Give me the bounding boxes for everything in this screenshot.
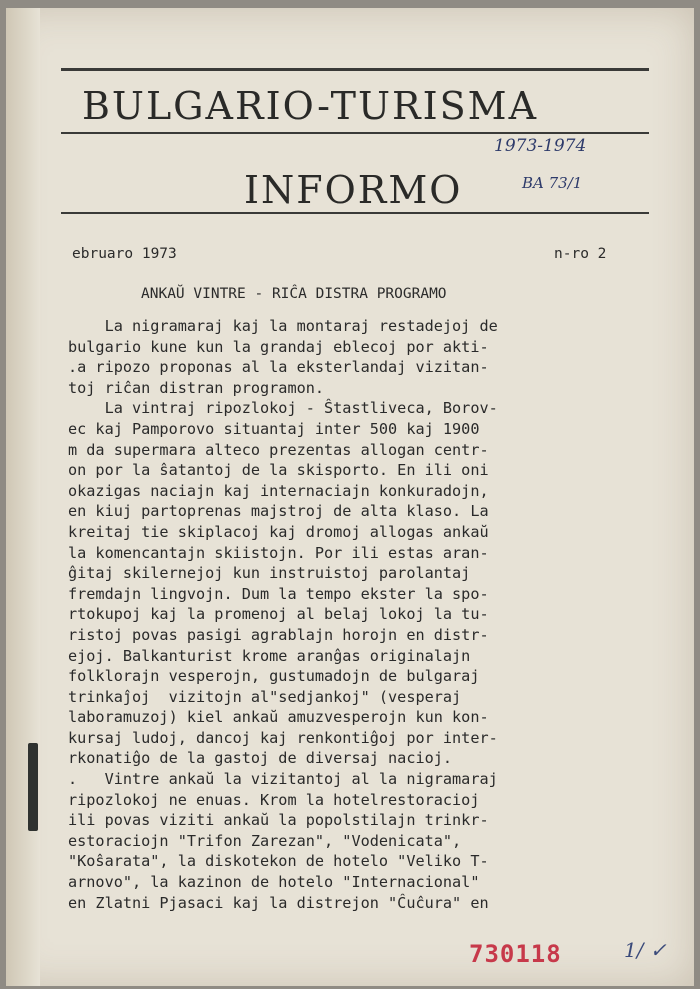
masthead-middle-rule <box>61 132 649 134</box>
article-line: ejoj. Balkanturist krome aranĝas originalajn <box>68 646 471 665</box>
article-line: fremdajn lingvojn. Dum la tempo ekster la spo- <box>68 584 489 603</box>
issue-date: ebruaro 1973 <box>72 246 177 262</box>
handwritten-years: 1973-1974 <box>494 136 587 156</box>
handwritten-reference: BA 73/1 <box>522 174 583 192</box>
article-line: on por la ŝatantoj de la skisporto. En ili oni <box>68 461 489 480</box>
article-line: La nigramaraj kaj la montaraj restadejoj de <box>68 317 498 335</box>
article-line: ĝitaj skilernejoj kun instruistoj parolantaj <box>68 564 471 583</box>
article-line: arnovo", la kazinon de hotelo "Internacional" <box>68 873 480 892</box>
article-line: bulgario kune kun la grandaj eblecoj por akti- <box>68 337 489 356</box>
article-line: laboramuzoj) kiel ankaŭ amuzvesperojn kun kon- <box>68 708 489 727</box>
masthead-subtitle: INFORMO <box>244 168 463 212</box>
article-line: okazigas naciajn kaj internaciajn konkuradojn, <box>68 481 489 500</box>
article-line: "Koŝarata", la diskotekon de hotelo "Veliko T- <box>68 852 489 871</box>
article-line: m da supermara alteco prezentas allogan centr- <box>68 440 489 459</box>
handwritten-check-mark: 1/ ✓ <box>624 938 667 962</box>
page-fold-shadow <box>6 8 40 986</box>
binder-clip <box>28 743 38 831</box>
article-line: en Zlatni Pjasaci kaj la distrejon "Ĉuĉura" en <box>68 893 489 912</box>
article-line: folklorajn vesperojn, gustumadojn de bulgaraj <box>68 667 480 686</box>
article-line: rkonatiĝo de la gastoj de diversaj nacioj. <box>68 749 453 768</box>
article-line: en kiuj partoprenas majstroj de alta klaso. La <box>68 502 489 521</box>
article-line: trinkaĵoj vizitojn al"sedjankoj" (vesperaj <box>68 687 462 706</box>
article-line: .a ripozo proponas al la eksterlandaj vizitan- <box>68 358 489 377</box>
article-line: estoraciojn "Trifon Zarezan", "Vodenicata", <box>68 831 462 850</box>
article-line: rtokupoj kaj la promenoj al belaj lokoj la tu- <box>68 605 489 624</box>
document-page <box>6 8 694 986</box>
article-line: kreitaj tie skiplacoj kaj dromoj allogas ankaŭ <box>68 522 489 541</box>
article-line: . Vintre ankaŭ la vizitantoj al la nigramaraj <box>68 770 498 789</box>
issue-number: n-ro 2 <box>554 246 607 262</box>
article-line: kursaj ludoj, dancoj kaj renkontiĝoj por inter- <box>68 728 498 747</box>
article-line: ili povas viziti ankaŭ la popolstilajn trinkr- <box>68 811 489 830</box>
masthead-top-rule <box>61 68 649 71</box>
archive-stamp-number: 730118 <box>469 940 562 968</box>
article-line: ec kaj Pamporovo situantaj inter 500 kaj 1900 <box>68 419 480 438</box>
masthead-title: BULGARIO-TURISMA <box>82 84 539 128</box>
article-line: La vintraj ripozlokoj - Ŝtastliveca, Borov- <box>68 399 498 418</box>
article-headline: ANKAŬ VINTRE - RIĈA DISTRA PROGRAMO <box>141 286 447 302</box>
article-body <box>68 316 648 913</box>
masthead-bottom-rule <box>61 212 649 214</box>
article-line: la komencantajn skiistojn. Por ili estas aran- <box>68 543 489 562</box>
article-line: ristoj povas pasigi agrablajn horojn en distr- <box>68 625 489 644</box>
article-line: ripozlokoj ne enuas. Krom la hotelrestoracioj <box>68 790 480 809</box>
article-line: toj riĉan distran programon. <box>68 378 325 397</box>
